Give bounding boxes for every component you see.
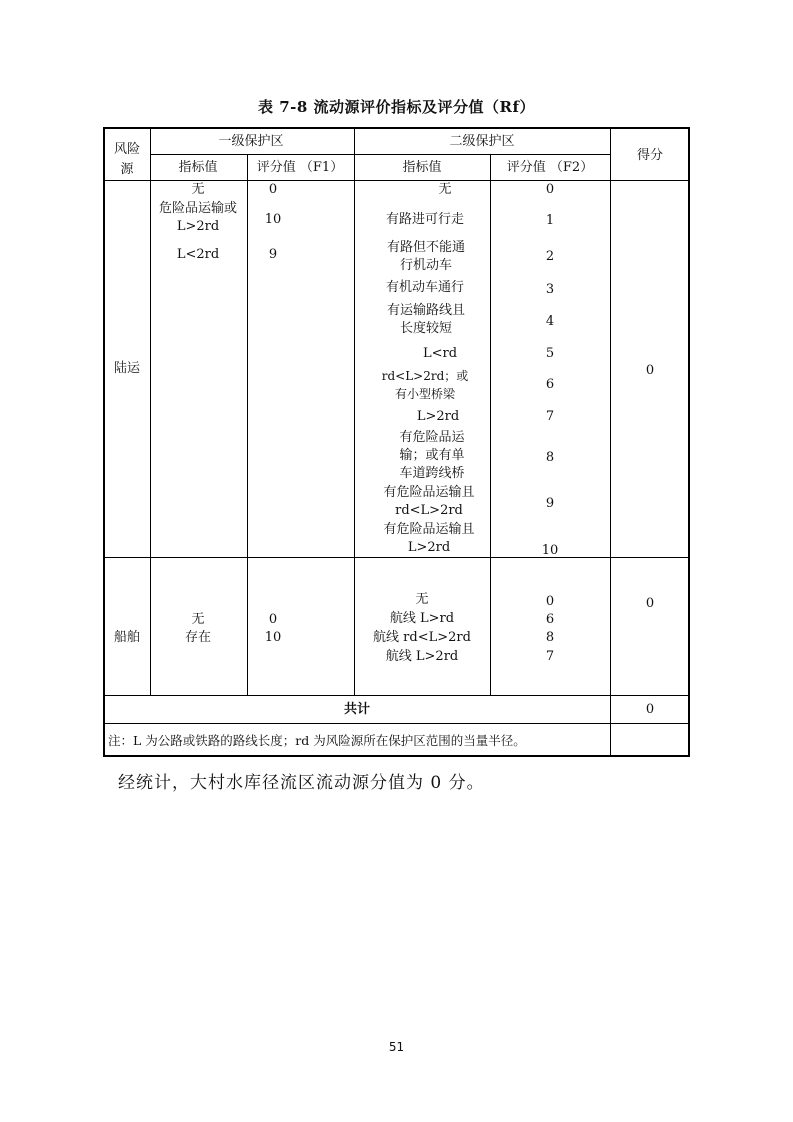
rating-table [103, 127, 690, 757]
table-cell: 6 [545, 377, 555, 392]
table-cell: 有机动车通行 [385, 280, 465, 295]
table-cell: 有路进可行走 [385, 212, 465, 227]
zone2-header: 二级保护区 [449, 134, 515, 149]
zone1-indicator-header: 指标值 [178, 160, 218, 175]
ship-score: 0 [645, 596, 655, 611]
score-header: 得分 [636, 148, 664, 163]
table-cell: 7 [545, 649, 555, 664]
page-number: 51 [388, 1040, 405, 1054]
table-note: 注：L 为公路或铁路的路线长度；rd 为风险源所在保护区范围的当量半径。 [108, 733, 526, 748]
zone1-rating-header: 评分值 （F1） [256, 160, 344, 175]
table-cell: 3 [545, 282, 555, 297]
table-cell: 0 [268, 612, 278, 627]
table-cell: 存在 [184, 630, 212, 645]
zone1-header: 一级保护区 [218, 134, 284, 149]
table-cell: L<rd [422, 346, 458, 361]
summary-paragraph: 经统计，大村水库径流区流动源分值为 0 分。 [118, 773, 485, 793]
table-cell: 2 [545, 249, 555, 264]
table-cell: 有危险品运输且 L>2rd [383, 522, 475, 555]
land-score: 0 [645, 363, 655, 378]
table-cell: 10 [541, 543, 559, 558]
zone2-indicator-header: 指标值 [402, 160, 442, 175]
table-cell: 10 [264, 630, 282, 645]
table-caption: 表 7-8 流动源评价指标及评分值（Rf） [258, 98, 535, 116]
table-cell: 0 [545, 182, 555, 197]
table-cell: 有运输路线且长度较短 [386, 303, 465, 336]
table-cell: 9 [268, 247, 278, 262]
table-cell: 0 [268, 182, 278, 197]
table-cell: L<2rd [176, 247, 220, 262]
zone2-rating-header: 评分值 （F2） [506, 160, 594, 175]
table-cell: 7 [545, 409, 555, 424]
rule [247, 154, 248, 695]
rule [150, 129, 151, 695]
rule [490, 154, 491, 695]
land-label: 陆运 [113, 361, 141, 376]
table-cell: 航线 L>2rd [385, 649, 459, 664]
table-cell: 无 [191, 612, 205, 627]
table-cell: 有路但不能通行机动车 [386, 240, 465, 273]
table-cell: L>2rd [416, 409, 460, 424]
rule [105, 723, 690, 724]
total-value: 0 [645, 702, 655, 717]
table-cell: rd<L>2rd；或有小型桥梁 [381, 369, 469, 401]
total-label: 共计 [343, 702, 371, 717]
risk-source-header: 风险源 [113, 142, 140, 177]
rule [105, 695, 690, 696]
table-cell: 0 [545, 594, 555, 609]
table-cell: 危险品运输或 L>2rd [158, 201, 237, 234]
table-cell: 6 [545, 612, 555, 627]
table-cell: 航线 rd<L>2rd [373, 630, 471, 645]
table-cell: 8 [545, 630, 555, 645]
rule [105, 557, 690, 558]
table-cell: 4 [545, 314, 555, 329]
table-cell: 有危险品运输；或有单车道跨线桥 [399, 430, 465, 481]
table-cell: 9 [545, 496, 555, 511]
table-cell: 5 [545, 346, 555, 361]
table-cell: 10 [264, 212, 282, 227]
ship-label: 船舶 [113, 630, 141, 645]
table-cell: 8 [545, 450, 555, 465]
table-cell: 无 [438, 182, 452, 197]
table-cell: 无 [191, 182, 205, 197]
table-cell: 无 [415, 592, 429, 607]
table-cell: 有危险品运输且 rd<L>2rd [383, 485, 475, 518]
rule [610, 129, 611, 757]
rule [150, 154, 610, 155]
table-cell: 航线 L>rd [389, 611, 455, 626]
table-cell: 1 [545, 213, 555, 228]
rule [354, 129, 355, 695]
